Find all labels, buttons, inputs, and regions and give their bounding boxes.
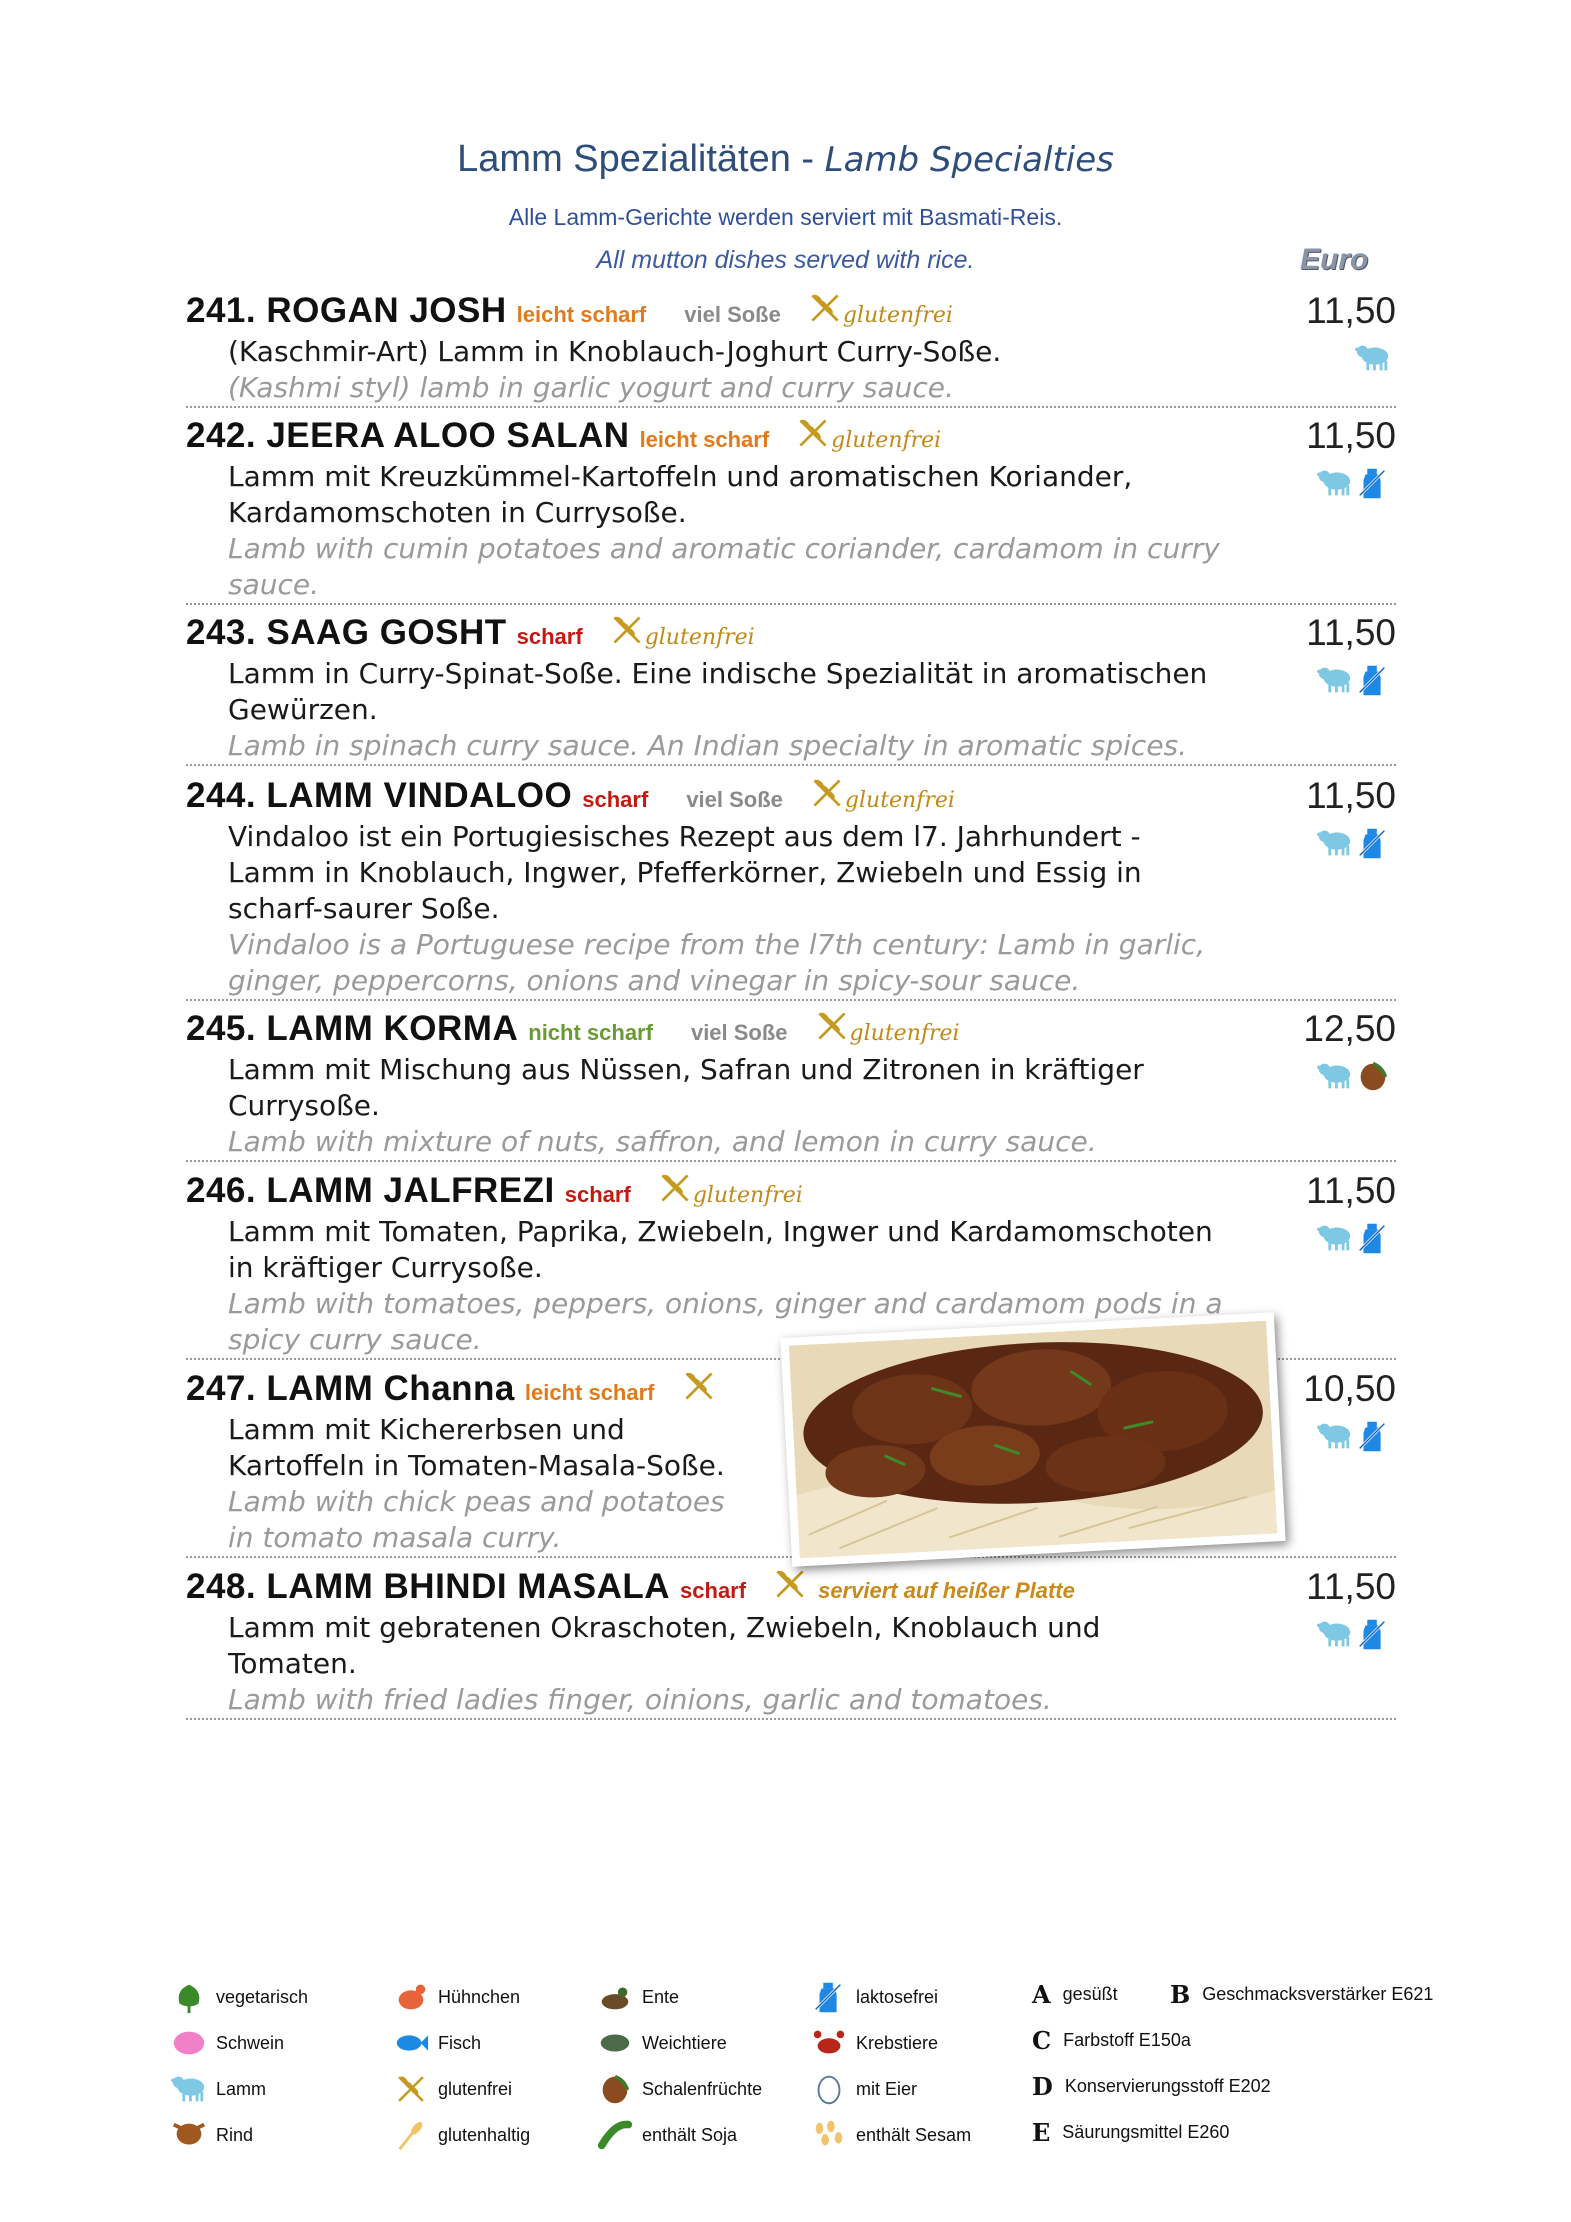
legend-weichtiere: Weichtiere	[596, 2026, 727, 2060]
dish-description-de: Lamm mit Kichererbsen und Kartoffeln in Tomaten-Masala-Soße.	[228, 1413, 725, 1482]
sauce-label: viel Soße	[690, 1020, 788, 1045]
legend-soja: enthält Soja	[596, 2118, 737, 2152]
dish-item	[186, 775, 1396, 1001]
dish-header	[186, 1566, 1396, 1610]
lactose-free-icon	[1354, 1218, 1392, 1258]
legend-vegetarisch: vegetarisch	[170, 1980, 308, 2014]
hot-plate-label: serviert auf heißer Platte	[818, 1578, 1075, 1603]
dish-item	[186, 290, 1396, 408]
subtitle-en: All mutton dishes served with rice.	[596, 246, 975, 274]
dish-description-en: Lamb with fried ladies finger, oinions, garlic and tomatoes.	[228, 1683, 1052, 1716]
lactose-free-icon	[1354, 660, 1392, 700]
dish-name: 248. LAMM BHINDI MASALA	[186, 1567, 671, 1606]
pig-icon	[170, 2026, 208, 2060]
gluten-free-tag	[681, 1368, 717, 1404]
gluten-free-icon	[657, 1170, 693, 1206]
currency-label: Euro	[1300, 243, 1369, 276]
dish-description-de: Vindaloo ist ein Portugiesisches Rezept aus dem l7. Jahrhundert - Lamm in Knoblauch, Ingwer, Pfefferkörner, Zwiebeln und Essig in scharf-saurer Soße.	[228, 820, 1142, 925]
title-de: Lamm Spezialitäten	[457, 138, 791, 180]
allergen-legend	[170, 1980, 1470, 2160]
cow-icon	[170, 2118, 208, 2152]
lactose-free-icon	[1354, 1416, 1392, 1456]
legend-schwein: Schwein	[170, 2026, 284, 2060]
dish-name: 243. SAAG GOSHT	[186, 613, 507, 652]
dish-description-de: Lamm mit gebratenen Okraschoten, Zwiebeln, Knoblauch und Tomaten.	[228, 1611, 1101, 1680]
gluten-free-tag	[609, 612, 755, 650]
hot-plate-tag	[772, 1566, 1075, 1604]
lamb-icon	[1316, 1416, 1354, 1456]
spice-level: leicht scharf	[516, 302, 647, 327]
legend-lamm: Lamm	[170, 2072, 266, 2106]
gluten-free-label: glutenfrei	[842, 303, 953, 328]
dish-name: 241. ROGAN JOSH	[186, 291, 507, 330]
dish-icons	[1316, 463, 1392, 503]
lamb-icon	[1354, 338, 1392, 378]
spice-level: scharf	[516, 624, 583, 649]
gluten-free-label: glutenfrei	[692, 1183, 803, 1208]
sesame-icon	[810, 2118, 848, 2152]
lamb-icon	[1316, 660, 1354, 700]
legend-A: A gesüßt	[1032, 1980, 1118, 2009]
gluten-free-tag	[657, 1170, 803, 1208]
legend-ente: Ente	[596, 1980, 679, 2014]
sauce-label: viel Soße	[684, 302, 781, 327]
dish-description-de: Lamm mit Mischung aus Nüssen, Safran und Zitronen in kräftiger Currysoße.	[228, 1053, 1144, 1122]
dish-icons	[1316, 1614, 1392, 1654]
dish-item	[186, 612, 1396, 766]
dish-name: 242. JEERA ALOO SALAN	[186, 416, 630, 455]
dish-price: 11,50	[1306, 612, 1396, 653]
dish-icons	[1316, 1416, 1392, 1456]
legend-eier: mit Eier	[810, 2072, 917, 2106]
lactose-free-icon	[810, 1980, 848, 2014]
spice-level: nicht scharf	[528, 1020, 653, 1045]
lamb-curry-image	[789, 1321, 1277, 1559]
sauce-label: viel Soße	[686, 787, 783, 812]
legend-krebstiere: Krebstiere	[810, 2026, 938, 2060]
dish-price: 12,50	[1303, 1008, 1396, 1049]
dish-price: 11,50	[1306, 775, 1396, 816]
legend-huehnchen: Hühnchen	[392, 1980, 520, 2014]
gluten-free-icon	[392, 2072, 430, 2106]
dish-name: 247. LAMM Channa	[186, 1369, 515, 1408]
spice-level: scharf	[582, 787, 649, 812]
lamb-icon	[1316, 463, 1354, 503]
dish-header	[186, 415, 1396, 459]
gluten-free-icon	[609, 612, 645, 648]
legend-C: C Farbstoff E150a	[1032, 2026, 1191, 2055]
lamb-icon	[1316, 1614, 1354, 1654]
dish-header	[186, 612, 1396, 656]
gluten-free-label: glutenfrei	[644, 625, 755, 650]
gluten-free-tag	[809, 775, 955, 813]
dish-description-de: Lamm mit Tomaten, Paprika, Zwiebeln, Ingwer und Kardamomschoten in kräftiger Currysoße.	[228, 1215, 1213, 1284]
lamb-icon	[1316, 1218, 1354, 1258]
chicken-icon	[392, 1980, 430, 2014]
gluten-free-icon	[814, 1008, 850, 1044]
dish-description-en: (Kashmi styl) lamb in garlic yogurt and curry sauce.	[228, 371, 954, 404]
dish-header	[186, 1170, 1396, 1214]
title-en: Lamb Specialties	[824, 140, 1114, 180]
nut-icon	[1354, 1056, 1392, 1096]
dish-icons	[1354, 338, 1392, 378]
dish-name: 246. LAMM JALFREZI	[186, 1171, 555, 1210]
page-title	[0, 138, 1571, 181]
duck-icon	[596, 1980, 634, 2014]
dish-description-en: Lamb with tomatoes, peppers, onions, ginger and cardamom pods in a spicy curry sauce.	[228, 1287, 1223, 1356]
legend-rind: Rind	[170, 2118, 253, 2152]
crab-icon	[810, 2026, 848, 2060]
title-separator: -	[790, 138, 825, 180]
dish-description-en: Lamb with chick peas and potatoes in tomato masala curry.	[228, 1485, 725, 1554]
dish-item	[186, 1566, 1396, 1720]
leaf-icon	[170, 1980, 208, 2014]
legend-fisch: Fisch	[392, 2026, 481, 2060]
dish-price: 11,50	[1306, 290, 1396, 331]
dish-icons	[1316, 660, 1392, 700]
dish-icons	[1316, 823, 1392, 863]
dish-header	[186, 775, 1396, 819]
nut-icon	[596, 2072, 634, 2106]
legend-sesam: enthält Sesam	[810, 2118, 971, 2152]
gluten-free-icon	[772, 1566, 808, 1602]
lamb-icon	[1316, 823, 1354, 863]
dish-price: 11,50	[1306, 415, 1396, 456]
dish-icons	[1316, 1218, 1392, 1258]
dish-photo	[780, 1312, 1285, 1567]
dish-item	[186, 1008, 1396, 1162]
dish-header	[186, 290, 1396, 334]
legend-laktosefrei: laktosefrei	[810, 1980, 938, 2014]
subtitle-de: Alle Lamm-Gerichte werden serviert mit Basmati-Reis.	[508, 204, 1063, 230]
legend-B: B Geschmacksverstärker E621	[1170, 1980, 1434, 2009]
gluten-free-tag	[807, 290, 953, 328]
egg-icon	[810, 2072, 848, 2106]
spice-level: scharf	[680, 1578, 747, 1603]
legend-glutenfrei: glutenfrei	[392, 2072, 512, 2106]
gluten-free-icon	[795, 415, 831, 451]
dish-description-en: Lamb in spinach curry sauce. An Indian specialty in aromatic spices.	[228, 729, 1188, 762]
spice-level: leicht scharf	[639, 427, 770, 452]
dish-description-en: Lamb with cumin potatoes and aromatic coriander, cardamom in curry sauce.	[228, 532, 1220, 601]
gluten-free-icon	[809, 775, 845, 811]
dish-price: 10,50	[1303, 1368, 1396, 1409]
gluten-free-tag	[814, 1008, 960, 1046]
spice-level: leicht scharf	[524, 1380, 655, 1405]
legend-D: D Konservierungsstoff E202	[1032, 2072, 1271, 2101]
legend-glutenhaltig: glutenhaltig	[392, 2118, 530, 2152]
lamb-icon	[170, 2072, 208, 2106]
lactose-free-icon	[1354, 823, 1392, 863]
gluten-free-label: glutenfrei	[844, 788, 955, 813]
dish-icons	[1316, 1056, 1392, 1096]
dish-name: 245. LAMM KORMA	[186, 1009, 519, 1048]
gluten-free-label: glutenfrei	[831, 428, 942, 453]
spice-level: scharf	[564, 1182, 631, 1207]
dish-item	[186, 415, 1396, 605]
dish-description-de: Lamm mit Kreuzkümmel-Kartoffeln und aromatischen Koriander, Kardamomschoten in Currysoße.	[228, 460, 1133, 529]
lactose-free-icon	[1354, 1614, 1392, 1654]
legend-schalenfruechte: Schalenfrüchte	[596, 2072, 762, 2106]
dish-price: 11,50	[1306, 1170, 1396, 1211]
fish-icon	[392, 2026, 430, 2060]
gluten-free-label: glutenfrei	[849, 1021, 960, 1046]
dish-description-de: (Kaschmir-Art) Lamm in Knoblauch-Joghurt Curry-Soße.	[228, 335, 1002, 368]
lactose-free-icon	[1354, 463, 1392, 503]
gluten-free-icon	[807, 290, 843, 326]
dish-description-en: Vindaloo is a Portuguese recipe from the l7th century: Lamb in garlic, ginger, peppercorns, onions and vinegar in spicy-sour sauce.	[228, 928, 1206, 997]
gluten-free-icon	[681, 1368, 717, 1404]
wheat-icon	[392, 2118, 430, 2152]
dish-description-en: Lamb with mixture of nuts, saffron, and lemon in curry sauce.	[228, 1125, 1097, 1158]
dish-header	[186, 1008, 1396, 1052]
gluten-free-tag	[795, 415, 941, 453]
dish-description-de: Lamm in Curry-Spinat-Soße. Eine indische Spezialität in aromatischen Gewürzen.	[228, 657, 1208, 726]
soy-icon	[596, 2118, 634, 2152]
mussel-icon	[596, 2026, 634, 2060]
dish-name: 244. LAMM VINDALOO	[186, 776, 573, 815]
legend-E: E Säurungsmittel E260	[1032, 2118, 1230, 2147]
dish-price: 11,50	[1306, 1566, 1396, 1607]
lamb-icon	[1316, 1056, 1354, 1096]
